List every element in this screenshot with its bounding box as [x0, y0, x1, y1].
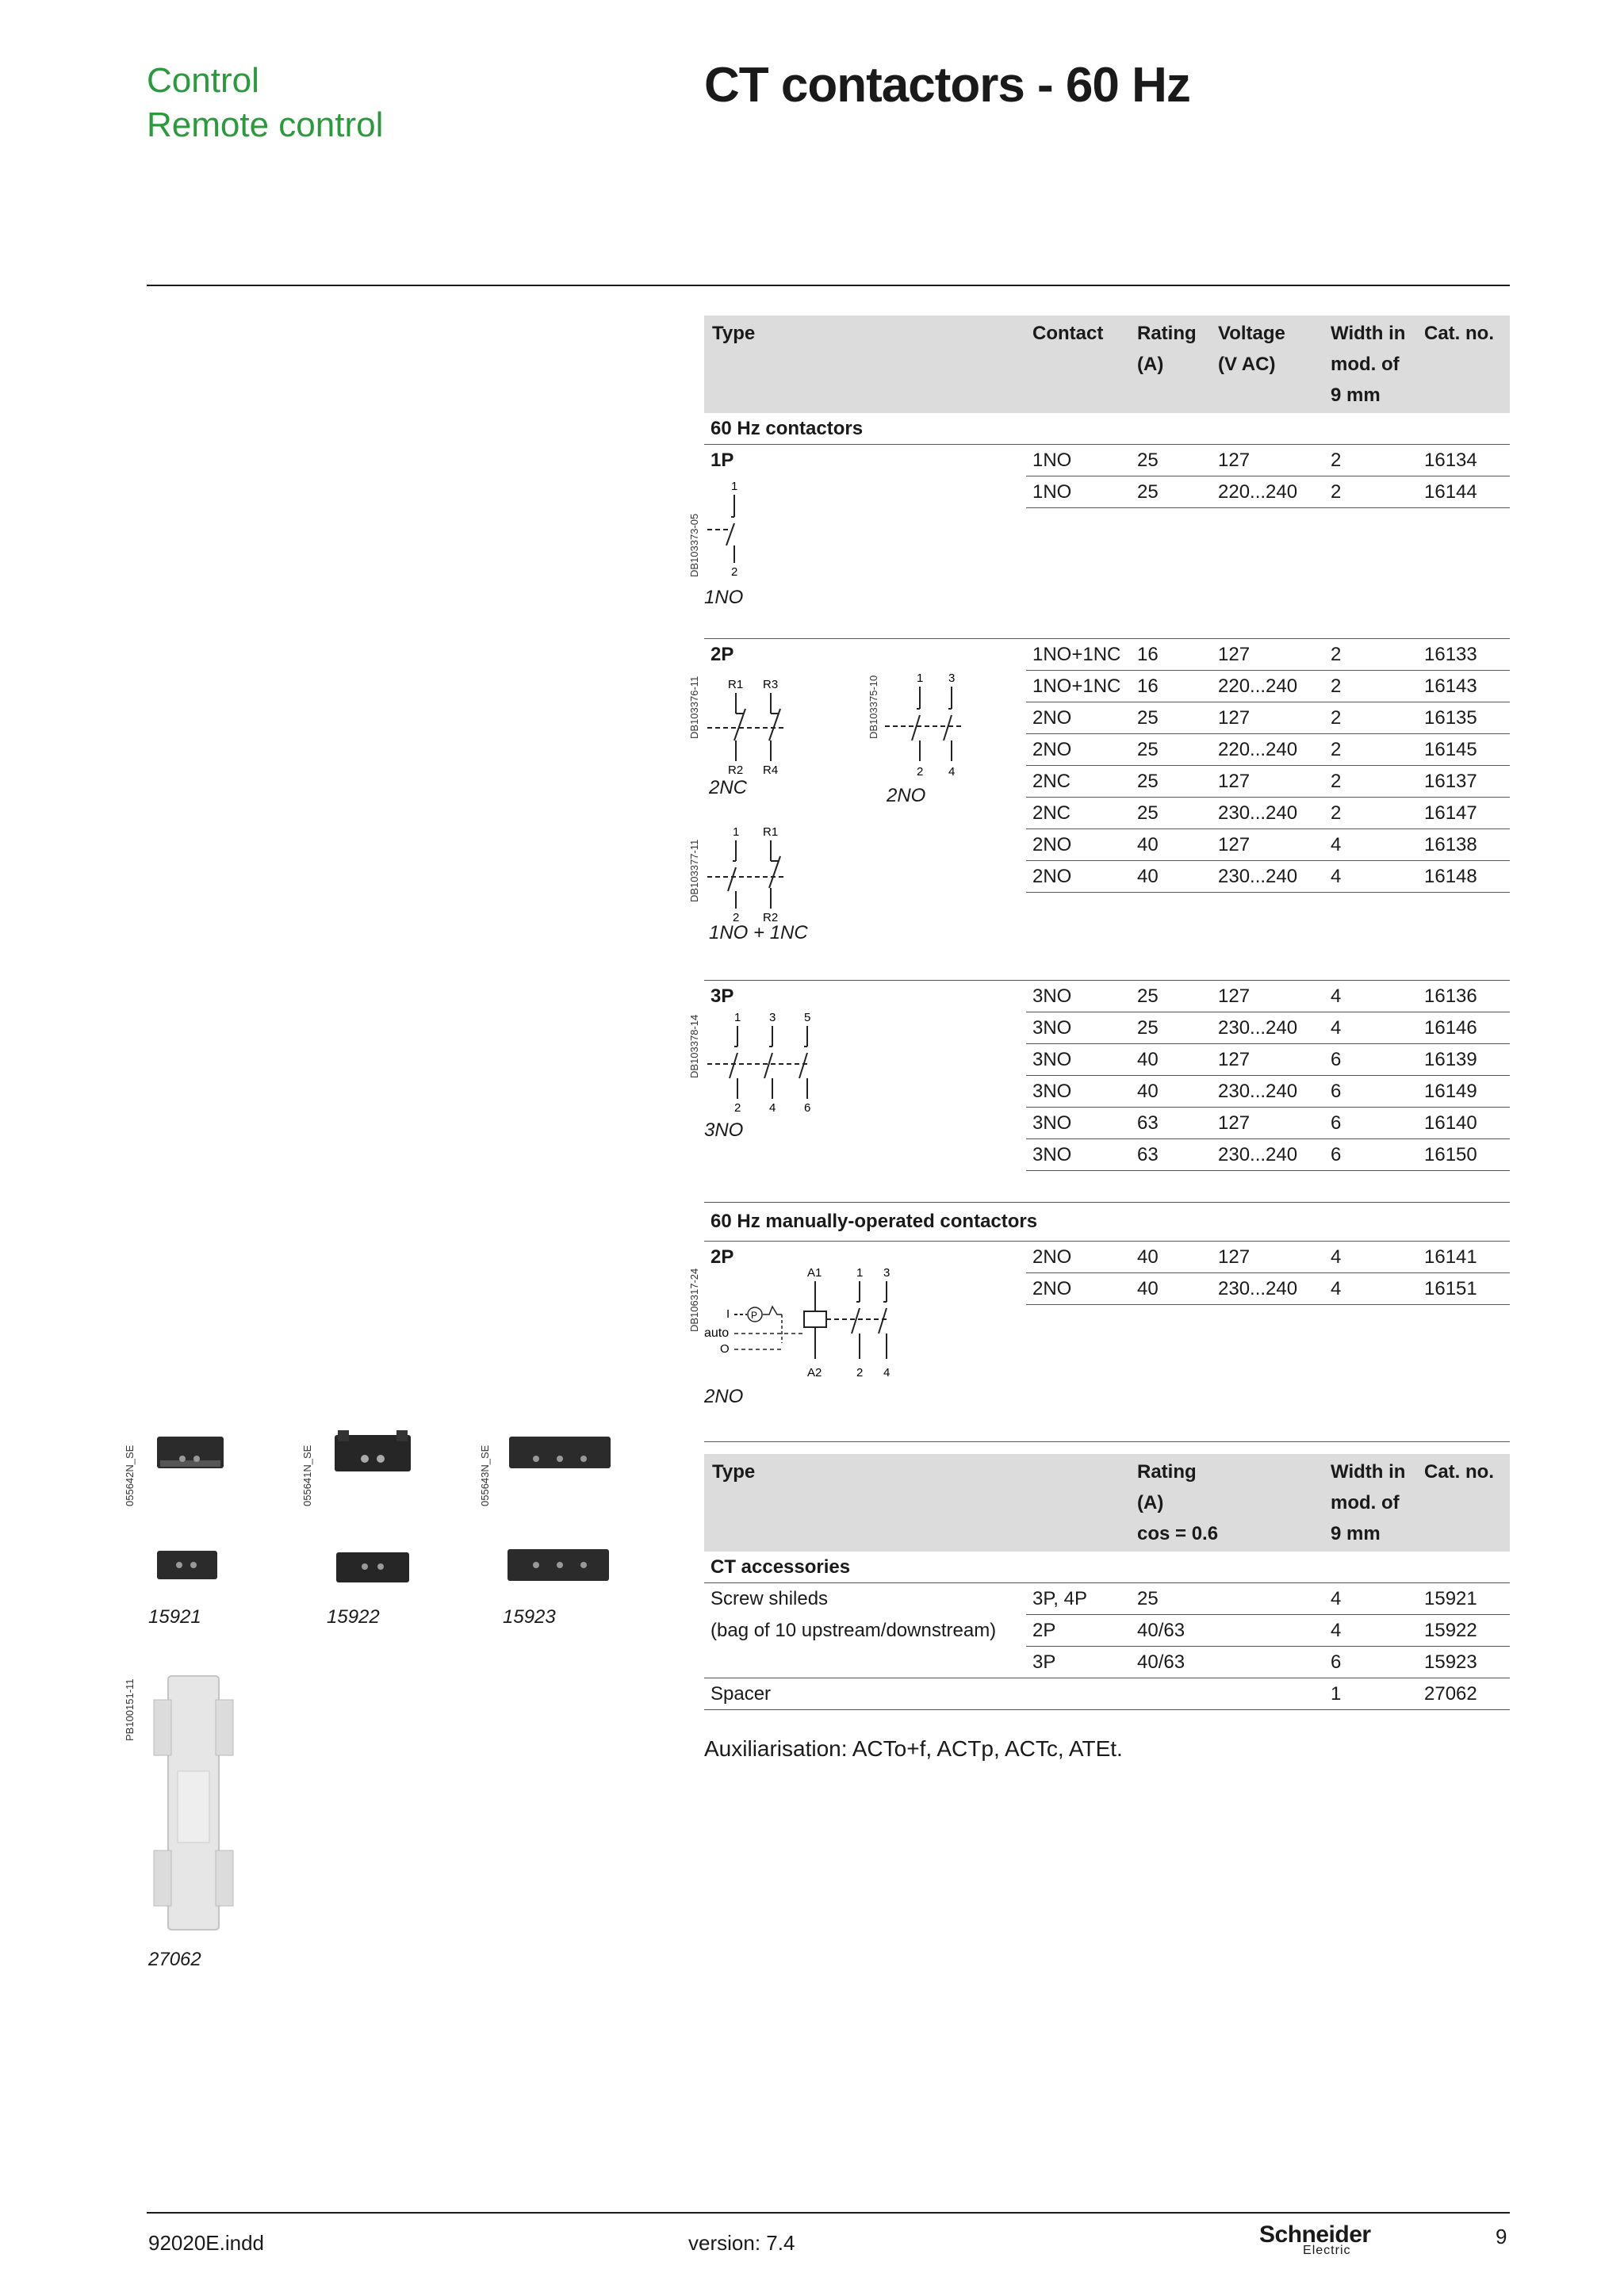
cell-cat: 15923	[1418, 1647, 1510, 1678]
table-row	[704, 798, 1510, 829]
cell-width: 2	[1324, 798, 1418, 829]
header-width: Width in	[1331, 323, 1406, 344]
header-rating-unit: (A)	[1137, 1492, 1164, 1513]
diagram-code: DB103373-05	[688, 513, 700, 577]
group-label: 2P	[710, 643, 734, 665]
group-label: 3P	[710, 985, 734, 1007]
cell-variant	[1026, 1678, 1131, 1710]
product-image-15921	[151, 1432, 230, 1590]
cell-width: 2	[1324, 734, 1418, 766]
terminal-label: R2	[763, 911, 779, 924]
diagram-code: DB103377-11	[688, 839, 700, 902]
cell-width: 2	[1324, 766, 1418, 798]
cell-contact: 1NO	[1026, 476, 1131, 508]
header-width: Width in	[1331, 1461, 1406, 1483]
cell-contact: 2NO	[1026, 734, 1131, 766]
header-voltage: Voltage	[1218, 323, 1285, 344]
table-row	[704, 702, 1510, 734]
cell-contact: 3NO	[1026, 1108, 1131, 1139]
terminal-label: 1	[856, 1266, 864, 1280]
cell-cat: 16151	[1418, 1273, 1510, 1305]
cell-voltage: 220...240	[1212, 734, 1324, 766]
cell-voltage: 127	[1212, 1108, 1324, 1139]
terminal-label: R4	[763, 763, 779, 777]
cell-contact: 3NO	[1026, 1012, 1131, 1044]
header-width-2: mod. of	[1331, 1492, 1400, 1513]
cell-cat: 16138	[1418, 829, 1510, 861]
cell-width: 4	[1324, 861, 1418, 893]
cell-contact: 2NO	[1026, 1242, 1131, 1273]
terminal-label: R2	[728, 763, 744, 777]
table-row	[704, 1678, 1510, 1710]
table-row	[704, 766, 1510, 798]
table-row	[704, 861, 1510, 893]
terminal-label: R3	[763, 678, 779, 691]
cell-contact: 2NO	[1026, 861, 1131, 893]
section-line-1: Control	[147, 61, 259, 100]
section-row	[704, 413, 1510, 445]
page-number: 9	[1496, 2225, 1507, 2248]
section-label: 60 Hz manually-operated contactors	[704, 1203, 1510, 1242]
cell-rating: 40	[1131, 1273, 1212, 1305]
terminal-label: O	[720, 1342, 730, 1356]
table-header-row	[704, 316, 1510, 413]
cell-width: 6	[1324, 1076, 1418, 1108]
cell-rating: 16	[1131, 671, 1212, 702]
cell-rating: 63	[1131, 1108, 1212, 1139]
cell-voltage: 230...240	[1212, 1139, 1324, 1171]
terminal-label: P	[751, 1310, 758, 1321]
terminal-label: 1	[734, 1011, 741, 1024]
terminal-label: 3	[769, 1011, 776, 1024]
diagram-3no	[704, 1004, 823, 1115]
terminal-label: 2	[734, 1101, 741, 1115]
cell-rating: 40	[1131, 1044, 1212, 1076]
cell-cat: 16146	[1418, 1012, 1510, 1044]
header-cat: Cat. no.	[1424, 1461, 1494, 1483]
brand-name: Schneider	[1259, 2221, 1371, 2248]
terminal-label: R1	[763, 825, 779, 839]
cell-cat: 16145	[1418, 734, 1510, 766]
group-label: 2P	[710, 1246, 734, 1268]
header-width-2: mod. of	[1331, 354, 1400, 375]
cell-rating: 40/63	[1131, 1615, 1324, 1647]
terminal-label: 3	[883, 1266, 891, 1280]
section-title	[147, 59, 383, 147]
table-row	[704, 1647, 1510, 1678]
terminal-label: 1	[917, 672, 924, 685]
cell-cat: 16134	[1418, 445, 1510, 476]
header-type: Type	[712, 1461, 756, 1483]
diagram-2no	[882, 668, 985, 779]
header-width-3: 9 mm	[1331, 385, 1381, 406]
cell-width: 4	[1324, 1012, 1418, 1044]
cell-rating: 40/63	[1131, 1647, 1324, 1678]
section-label: CT accessories	[704, 1552, 1510, 1583]
terminal-label: 4	[769, 1101, 776, 1115]
terminal-label: 2	[733, 911, 740, 924]
header-rating-cos: cos = 0.6	[1137, 1523, 1219, 1544]
product-caption: 15923	[503, 1606, 556, 1628]
cell-rating: 25	[1131, 1583, 1324, 1615]
cell-type: (bag of 10 upstream/downstream)	[710, 1619, 997, 1641]
product-caption: 27062	[148, 1949, 201, 1970]
cell-variant: 3P, 4P	[1026, 1583, 1131, 1615]
table-row	[704, 829, 1510, 861]
diagram-caption: 1NO + 1NC	[709, 922, 808, 943]
cell-voltage: 127	[1212, 445, 1324, 476]
table-row	[704, 1583, 1510, 1615]
section-line-2: Remote control	[147, 105, 384, 144]
cell-rating: 25	[1131, 1012, 1212, 1044]
cell-voltage: 230...240	[1212, 1273, 1324, 1305]
terminal-label: 1	[733, 825, 740, 839]
diagram-1no1nc	[704, 821, 807, 924]
terminal-label: 5	[804, 1011, 811, 1024]
product-caption: 15922	[327, 1606, 380, 1628]
accessories-table	[704, 1454, 1510, 1710]
cell-contact: 1NO+1NC	[1026, 639, 1131, 671]
table-row	[704, 639, 1510, 671]
cell-voltage: 127	[1212, 766, 1324, 798]
terminal-label: 4	[948, 765, 956, 779]
table-row	[704, 1139, 1510, 1171]
cell-voltage: 127	[1212, 702, 1324, 734]
product-image-15923	[504, 1430, 615, 1589]
cell-rating: 40	[1131, 829, 1212, 861]
cell-width: 4	[1324, 1273, 1418, 1305]
terminal-label: 2	[917, 765, 924, 779]
product-image-27062	[146, 1668, 241, 1938]
cell-cat: 16147	[1418, 798, 1510, 829]
cell-contact: 2NO	[1026, 1273, 1131, 1305]
table-row	[704, 1044, 1510, 1076]
terminal-label: 3	[948, 672, 956, 685]
cell-rating: 25	[1131, 445, 1212, 476]
cell-cat: 15922	[1418, 1615, 1510, 1647]
cell-voltage: 127	[1212, 1242, 1324, 1273]
cell-rating: 40	[1131, 861, 1212, 893]
diagram-code: DB103378-14	[688, 1014, 700, 1078]
cell-width: 2	[1324, 671, 1418, 702]
cell-type: Screw shileds	[710, 1587, 829, 1609]
cell-rating: 40	[1131, 1076, 1212, 1108]
diagram-code: DB106317-24	[688, 1268, 700, 1332]
cell-cat: 16148	[1418, 861, 1510, 893]
cell-width: 6	[1324, 1108, 1418, 1139]
cell-width: 4	[1324, 1583, 1418, 1615]
cell-cat: 16149	[1418, 1076, 1510, 1108]
table-row	[704, 476, 1510, 508]
cell-width: 2	[1324, 702, 1418, 734]
table-row	[704, 1108, 1510, 1139]
terminal-label: 2	[731, 565, 738, 579]
terminal-label: 1	[731, 480, 738, 493]
diagram-2nc	[704, 674, 807, 777]
table-row	[704, 1615, 1510, 1647]
cell-voltage: 230...240	[1212, 1076, 1324, 1108]
cell-cat: 16150	[1418, 1139, 1510, 1171]
diagram-caption: 3NO	[704, 1119, 744, 1141]
terminal-label: A1	[807, 1266, 822, 1280]
cell-voltage: 127	[1212, 981, 1324, 1012]
footer-version: version: 7.4	[688, 2231, 795, 2255]
cell-voltage: 230...240	[1212, 798, 1324, 829]
footer-file: 92020E.indd	[148, 2231, 265, 2255]
product-code: PB100151-11	[124, 1678, 136, 1741]
table-header-row	[704, 1454, 1510, 1552]
cell-voltage: 230...240	[1212, 861, 1324, 893]
cell-cat: 16133	[1418, 639, 1510, 671]
cell-cat: 16139	[1418, 1044, 1510, 1076]
product-code: 055642N_SE	[124, 1445, 136, 1506]
cell-rating: 25	[1131, 981, 1212, 1012]
cell-cat: 27062	[1418, 1678, 1510, 1710]
cell-rating: 63	[1131, 1139, 1212, 1171]
cell-contact: 3NO	[1026, 1076, 1131, 1108]
header-rating-unit: (A)	[1137, 354, 1164, 375]
diagram-1no	[704, 476, 783, 579]
brand-logo	[1259, 2221, 1371, 2258]
table-row	[704, 734, 1510, 766]
cell-voltage: 220...240	[1212, 671, 1324, 702]
cell-rating: 16	[1131, 639, 1212, 671]
cell-rating: 25	[1131, 798, 1212, 829]
cell-cat: 16135	[1418, 702, 1510, 734]
cell-cat: 15921	[1418, 1583, 1510, 1615]
cell-width: 2	[1324, 445, 1418, 476]
footer-divider	[147, 2212, 1510, 2214]
table-row	[704, 671, 1510, 702]
section-label: 60 Hz contactors	[704, 413, 1510, 445]
table-row	[704, 445, 1510, 476]
diagram-code: DB103375-10	[868, 675, 879, 739]
diagram-code: DB103376-11	[688, 675, 700, 739]
header-width-3: 9 mm	[1331, 1523, 1381, 1544]
section-row	[704, 1203, 1510, 1242]
product-image-15922	[330, 1427, 417, 1594]
cell-voltage: 127	[1212, 1044, 1324, 1076]
cell-contact: 3NO	[1026, 1139, 1131, 1171]
brand-sub: Electric	[1303, 2244, 1351, 2257]
cell-contact: 2NC	[1026, 766, 1131, 798]
header-voltage-unit: (V AC)	[1218, 354, 1276, 375]
diagram-caption: 2NO	[887, 785, 926, 806]
cell-contact: 3NO	[1026, 981, 1131, 1012]
cell-rating: 25	[1131, 702, 1212, 734]
diagram-manual-2no	[703, 1256, 901, 1383]
cell-variant: 3P	[1026, 1647, 1131, 1678]
terminal-label: R1	[728, 678, 744, 691]
cell-width: 4	[1324, 981, 1418, 1012]
cell-contact: 2NO	[1026, 829, 1131, 861]
diagram-caption: 2NO	[704, 1386, 744, 1407]
cell-contact: 2NO	[1026, 702, 1131, 734]
cell-cat: 16136	[1418, 981, 1510, 1012]
cell-cat: 16143	[1418, 671, 1510, 702]
cell-width: 4	[1324, 1242, 1418, 1273]
terminal-label: 4	[883, 1366, 891, 1380]
group-label: 1P	[710, 449, 734, 471]
table-row	[704, 1012, 1510, 1044]
cell-voltage: 230...240	[1212, 1012, 1324, 1044]
header-rating: Rating	[1137, 1461, 1197, 1483]
cell-contact: 1NO	[1026, 445, 1131, 476]
cell-contact: 3NO	[1026, 1044, 1131, 1076]
page-title: CT contactors - 60 Hz	[704, 58, 1190, 113]
product-code: 055643N_SE	[479, 1445, 491, 1506]
cell-contact: 2NC	[1026, 798, 1131, 829]
header-cat: Cat. no.	[1424, 323, 1494, 344]
header-type: Type	[712, 323, 756, 344]
cell-cat: 16140	[1418, 1108, 1510, 1139]
section-row	[704, 1552, 1510, 1583]
cell-width: 1	[1324, 1678, 1418, 1710]
cell-width: 4	[1324, 829, 1418, 861]
terminal-label: A2	[807, 1366, 822, 1380]
header-divider	[147, 285, 1510, 286]
terminal-label: auto	[704, 1326, 730, 1340]
cell-width: 6	[1324, 1044, 1418, 1076]
cell-cat: 16137	[1418, 766, 1510, 798]
product-code: 055641N_SE	[301, 1445, 313, 1506]
cell-voltage: 127	[1212, 829, 1324, 861]
cell-type	[704, 1647, 1026, 1678]
terminal-label: 6	[804, 1101, 811, 1115]
cell-contact: 1NO+1NC	[1026, 671, 1131, 702]
cell-type: Spacer	[704, 1678, 1026, 1710]
header-rating: Rating	[1137, 323, 1197, 344]
cell-rating: 25	[1131, 476, 1212, 508]
product-caption: 15921	[148, 1606, 201, 1628]
diagram-caption: 2NC	[709, 777, 748, 798]
cell-width: 6	[1324, 1139, 1418, 1171]
cell-rating: 40	[1131, 1242, 1212, 1273]
table-row	[704, 1076, 1510, 1108]
cell-cat: 16141	[1418, 1242, 1510, 1273]
cell-voltage: 127	[1212, 639, 1324, 671]
cell-cat: 16144	[1418, 476, 1510, 508]
diagram-caption: 1NO	[704, 587, 744, 608]
header-contact: Contact	[1032, 323, 1104, 344]
terminal-label: I	[726, 1307, 730, 1321]
cell-voltage: 220...240	[1212, 476, 1324, 508]
cell-rating: 25	[1131, 766, 1212, 798]
cell-rating: 25	[1131, 734, 1212, 766]
cell-rating	[1131, 1678, 1324, 1710]
auxiliarisation-note: Auxiliarisation: ACTo+f, ACTp, ACTc, ATEt.	[704, 1736, 1123, 1761]
cell-width: 4	[1324, 1615, 1418, 1647]
cell-width: 2	[1324, 476, 1418, 508]
terminal-label: 2	[856, 1366, 864, 1380]
table-row	[704, 981, 1510, 1012]
cell-variant: 2P	[1026, 1615, 1131, 1647]
cell-width: 6	[1324, 1647, 1418, 1678]
cell-width: 2	[1324, 639, 1418, 671]
